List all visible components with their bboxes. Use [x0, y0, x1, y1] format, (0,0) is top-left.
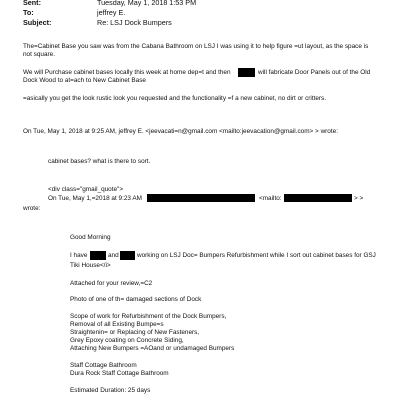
line-tiki: Tiki House</i>	[70, 262, 111, 269]
subject-value: Re: LSJ Dock Bumpers	[97, 18, 172, 27]
redaction-block	[147, 194, 255, 202]
body-paragraph-2-line-2: Dock Wood to at=ach to New Cabinet Base	[23, 77, 146, 84]
body-paragraph-2-line-1a: We will Purchase cabinet bases locally this week at home dep=t and then	[23, 69, 231, 76]
sent-value: Tuesday, May 1, 2018 1:53 PM	[97, 0, 197, 7]
line-have-and: and	[108, 252, 119, 259]
photo-line: Photo of one of th= damaged sections of Dock	[70, 296, 202, 303]
quote-2-header-b: <mailto:	[259, 195, 282, 202]
quote-2-wrote: wrote:	[23, 205, 41, 212]
body-paragraph-1-line-2: not square.	[23, 51, 55, 58]
redaction-block	[120, 251, 135, 260]
quote-1-text: cabinet bases? what is there to sort.	[48, 158, 151, 165]
quote-2-header-a: On Tue, May 1,=2018 at 9:23 AM	[48, 195, 142, 202]
staff-line: Staff Cottage Bathroom	[70, 362, 137, 369]
scope-line: Straightenin= or Replacing of New Fasteners,	[70, 329, 200, 336]
scope-line: Scope of work for Refurbishment of the Dock Bumpers,	[70, 313, 227, 320]
body-paragraph-3: =asically you get the look rustic look you requested and the functionality =f a new cabinet, no dirt or critters.	[23, 95, 327, 102]
body-paragraph-2-line-1b: will fabricate Door Panels out of the Old	[258, 69, 371, 76]
subject-label: Subject:	[23, 18, 52, 27]
redaction-block	[284, 194, 352, 202]
estimated-duration: Estimated Duration: 25 days	[70, 387, 151, 394]
sent-label: Sent:	[23, 0, 41, 7]
quote-2-header-c: > >	[354, 195, 364, 202]
to-value: jeffrey E.	[97, 8, 126, 17]
staff-line: Dura Rock Staff Cottage Bathroom	[70, 370, 169, 377]
line-have-a: I have	[70, 252, 88, 259]
attached-line: Attached for your review,=C2	[70, 280, 153, 287]
redaction-block	[90, 251, 106, 260]
line-have-b: working on LSJ Doc= Bumpers Refurbishment while I sort out cabinet bases for GSJ	[137, 252, 376, 259]
scope-line: Attaching New Bumpers =AOand or undamaged Bumpers	[70, 345, 235, 352]
gmail-quote-div-tag: <div class="gmail_quote">	[48, 186, 124, 193]
quote-1-header: On Tue, May 1, 2018 at 9:25 AM, jeffrey E. <jeevacati=n@gmail.com <mailto:jeevacation@gmail.com> > wrote:	[23, 128, 338, 135]
scope-line: Grey Epoxy coating on Concrete Siding,	[70, 337, 184, 344]
greeting: Good Morning	[70, 234, 111, 241]
redaction-block	[238, 68, 255, 77]
scope-line: Removal of all Existing Bumpe=s	[70, 321, 164, 328]
body-paragraph-1-line-1: The=Cabinet Base you saw was from the Cabana Bathroom on LSJ I was using it to help figure =ut layout, as the space is	[23, 43, 369, 50]
to-label: To:	[23, 8, 34, 17]
